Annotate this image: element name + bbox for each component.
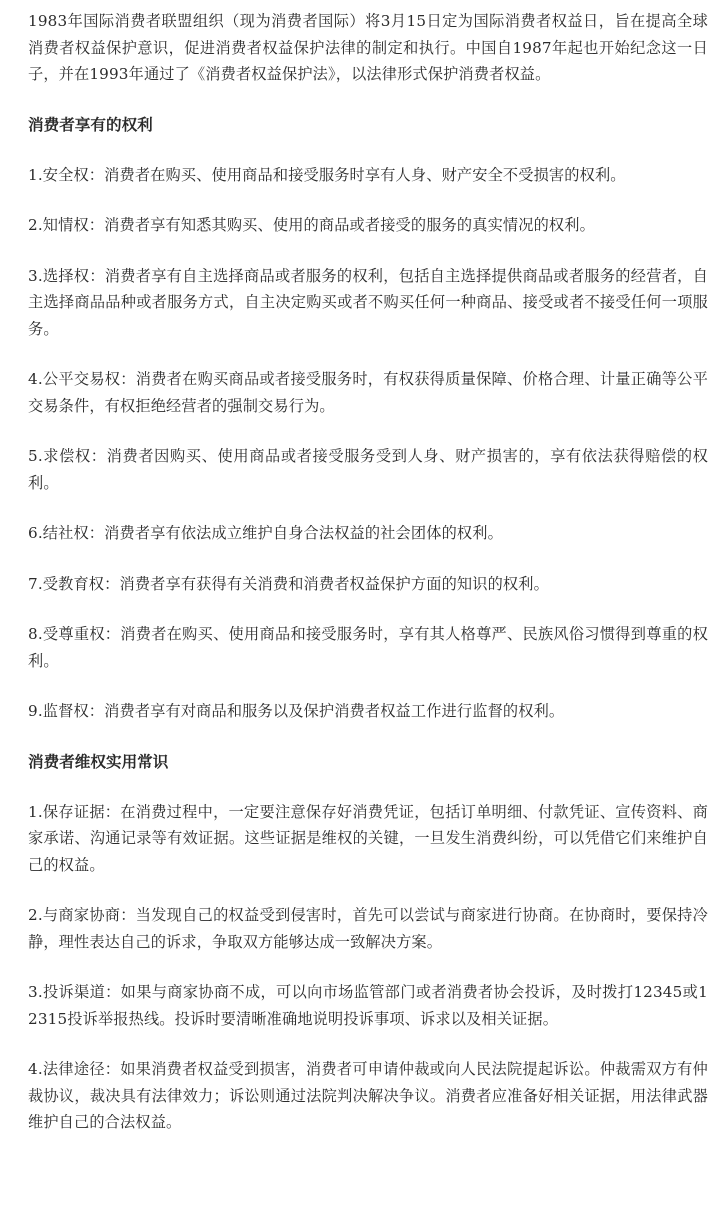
right-item-respect: 8.受尊重权：消费者在购买、使用商品和接受服务时，享有其人格尊严、民族风俗习惯得到尊重的权利。 [28,625,708,670]
tip-item-negotiate: 2.与商家协商：当发现自己的权益受到侵害时，首先可以尝试与商家进行协商。在协商时，要保持冷静，理性表达自己的诉求，争取双方能够达成一致解决方案。 [28,906,708,951]
right-item-compensation: 5.求偿权：消费者因购买、使用商品或者接受服务受到人身、财产损害的，享有依法获得赔偿的权利。 [28,447,708,492]
tips-section-title: 消费者维权实用常识 [28,752,169,771]
intro-paragraph: 1983年国际消费者联盟组织（现为消费者国际）将3月15日定为国际消费者权益日，旨在提高全球消费者权益保护意识，促进消费者权益保护法律的制定和执行。中国自1987年起也开始纪念这一日子，并在1993年通过了《消费者权益保护法》，以法律形式保护消费者权益。 [28,12,708,83]
right-item-education: 7.受教育权：消费者享有获得有关消费和消费者权益保护方面的知识的权利。 [28,574,549,593]
right-item-association: 6.结社权：消费者享有依法成立维护自身合法权益的社会团体的权利。 [28,524,503,542]
rights-section-title: 消费者享有的权利 [28,115,153,134]
article-body [28,8,708,1160]
right-item-fair-trade: 4.公平交易权：消费者在购买商品或者接受服务时，有权获得质量保障、价格合理、计量正确等公平交易条件，有权拒绝经营者的强制交易行为。 [28,370,708,415]
tip-item-complaint-channels: 3.投诉渠道：如果与商家协商不成，可以向市场监管部门或者消费者协会投诉，及时拨打12345或12315投诉举报热线。投诉时要清晰准确地说明投诉事项、诉求以及相关证据。 [28,983,708,1028]
tip-item-keep-evidence: 1.保存证据：在消费过程中，一定要注意保存好消费凭证，包括订单明细、付款凭证、宣传资料、商家承诺、沟通记录等有效证据。这些证据是维权的关键，一旦发生消费纠纷，可以凭借它们来维护自己的权益。 [28,802,708,874]
right-item-choice: 3.选择权：消费者享有自主选择商品或者服务的权利，包括自主选择提供商品或者服务的经营者，自主选择商品品种或者服务方式，自主决定购买或者不购买任何一种商品、接受或者不接受任何一项服务。 [28,266,708,338]
tip-item-legal-route: 4.法律途径：如果消费者权益受到损害，消费者可申请仲裁或向人民法院提起诉讼。仲裁需双方有仲裁协议，裁决具有法律效力；诉讼则通过法院判决解决争议。消费者应准备好相关证据，用法律武器维护自己的合法权益。 [28,1060,708,1131]
right-item-safety: 1.安全权：消费者在购买、使用商品和接受服务时享有人身、财产安全不受损害的权利。 [28,165,626,184]
right-item-information: 2.知情权：消费者享有知悉其购买、使用的商品或者接受的服务的真实情况的权利。 [28,216,595,234]
right-item-supervision: 9.监督权：消费者享有对商品和服务以及保护消费者权益工作进行监督的权利。 [28,702,565,720]
